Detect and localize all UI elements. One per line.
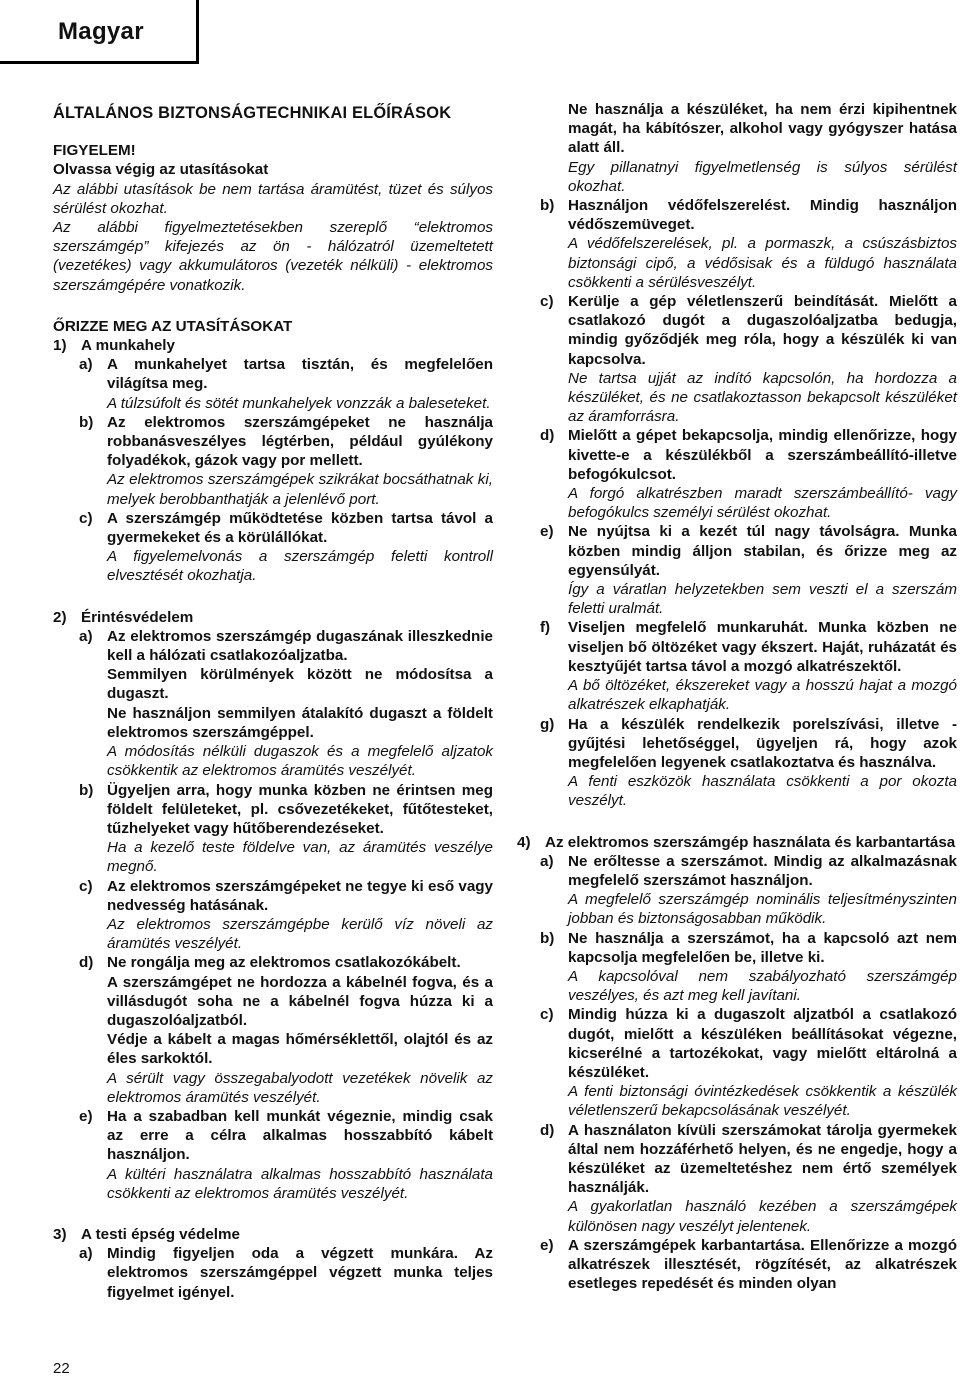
page-number: 22	[53, 1360, 70, 1377]
section-work-area: 1) A munkahely	[53, 337, 175, 355]
list-item: c) Az elektromos szerszámgépeket ne tegye ki eső vagy nedvesség hatásának. Az elektromos szerszámgépbe kerülő víz növeli az áramütés veszélyét.	[79, 877, 493, 953]
list-item: c) Kerülje a gép véletlenszerű beindítását. Mielőtt a csatlakozó dugót a dugaszolóaljzatba bedugja, mindig győződjék meg róla, hogy a készülék ki van kapcsolva. Ne tartsa ujját az indító kapcsolón, ha hordozza a készüléket, és ne csatlakoztasson bekapcsolt készüléket az áramforrásra.	[540, 293, 957, 426]
list-item: a) Ne erőltesse a szerszámot. Mindig az alkalmazásnak megfelelő szerszámot használjon. A megfelelő szerszámgép nominális teljesítményszinten jobban és biztonságosabban működik.	[540, 852, 957, 928]
section-title: ÁLTALÁNOS BIZTONSÁGTECHNIKAI ELŐÍRÁSOK	[53, 104, 452, 122]
list-item: d) Ne rongálja meg az elektromos csatlakozókábelt. A szerszámgépet ne hordozza a kábelnél fogva, és a villásdugót soha ne a kábelnél fogva húzza ki a dugaszolóaljzatból. Védje a kábelt a magas hőmérséklettől, olajtól és az éles sarkoktól. A sérült vagy összegabalyodott vezetékek növelik az elektromos áramütés veszélyét.	[79, 954, 493, 1106]
list-item: e) Ne nyújtsa ki a kezét túl nagy távolságra. Munka közben mindig álljon stabilan, és őrizze meg az egyensúlyát. Így a váratlan helyzetekben sem veszti el a szerszám feletti uralmát.	[540, 523, 957, 618]
intro-paragraph-2: Az alábbi figyelmeztetésekben szereplő “elektromos szerszámgép” kifejezés az ön - hálózatról üzemeltetett (vezetékes) vagy akkumulátoros (vezeték nélküli) - elektromos szerszámgépére vonatkozik.	[53, 219, 493, 294]
intro-paragraph: Az alábbi utasítások be nem tartása áramütést, tüzet és súlyos sérülést okozhat.	[53, 180, 493, 217]
language-label: Magyar	[58, 18, 144, 45]
keep-instructions-heading: ŐRIZZE MEG AZ UTASÍTÁSOKAT	[53, 317, 293, 335]
list-item: f) Viseljen megfelelő munkaruhát. Munka közben ne viseljen bő öltözéket vagy ékszert. Haját, ruházatát és kesztyűjét tartsa távol a mozgó alkatrészektől. A bő öltözéket, ékszereket vagy a hosszú hajat a mozgó alkatrészek elkaphatják.	[540, 619, 957, 714]
list-item: c) A szerszámgép működtetése közben tartsa távol a gyermekeket és a körülállókat. A figyelemelvonás a szerszámgép feletti kontroll elvesztését okozhatja.	[79, 509, 493, 585]
list-item: g) Ha a készülék rendelkezik porelszívási, illetve -gyűjtési lehetőséggel, ügyeljen rá, hogy azok megfelelően legyenek csatlakoztatva és használva. A fenti eszközök használata csökkenti a por okozta veszélyt.	[540, 715, 957, 810]
list-item: b) Az elektromos szerszámgépeket ne használja robbanásveszélyes légtérben, például gyúlékony folyadékok, gázok vagy por mellett. Az elektromos szerszámgépek szikrákat bocsáthatnak ki, melyek berobbanthatják a jelenlévő port.	[79, 413, 493, 508]
section-tool-use-and-care: 4) Az elektromos szerszámgép használata és karbantartása	[517, 833, 956, 851]
list-item: a) Mindig figyeljen oda a végzett munkára. Az elektromos szerszámgéppel végzett munka teljes figyelmet igényel.	[79, 1245, 493, 1301]
list-item: d) A használaton kívüli szerszámokat tárolja gyermekek által nem hozzáférhető helyen, és ne engedje, hogy a készüléket az üzemeltetéshez nem értő személyek használják. A gyakorlatlan használó kezében a szerszámgépek különösen nagy veszélyt jelentenek.	[540, 1121, 957, 1235]
list-item: a) Az elektromos szerszámgép dugaszának illeszkednie kell a hálózati csatlakozóaljzatba. Semmilyen körülmények között ne módosítsa a dugaszt. Ne használjon semmilyen átalakító dugaszt a földelt elektromos szerszámgéppel. A módosítás nélküli dugaszok és a megfelelő aljzatok csökkentik az elektromos áramütés veszélyét.	[79, 627, 493, 780]
list-item: d) Mielőtt a gépet bekapcsolja, mindig ellenőrizze, hogy kivette-e a készülékből a szerszámbeállító-illetve befogókulcsot. A forgó alkatrészben maradt szerszámbeállító- vagy befogókulcs személyi sérülést okozhat.	[540, 427, 957, 522]
language-tab	[0, 0, 199, 64]
list-item: b) Használjon védőfelszerelést. Mindig használjon védőszemüveget. A védőfelszerelések, pl. a pormaszk, a csúszásbiztos biztonsági cipő, a védősisak és a füldugó használata csökkenti a sérülésveszélyt.	[540, 197, 957, 291]
list-item: c) Mindig húzza ki a dugaszolt aljzatból a csatlakozó dugót, mielőtt a készüléken beállításokat végezne, kicserélné a tartozékokat, vagy mielőtt eltárolná a készüléket. A fenti biztonsági óvintézkedések csökkentik a készülék véletlenszerű bekapcsolásának veszélyét.	[540, 1006, 957, 1120]
right-column	[517, 100, 957, 1293]
list-item: b) Ne használja a szerszámot, ha a kapcsoló azt nem kapcsolja megfelelően be, illetve ki. A kapcsolóval nem szabályozható szerszámgép veszélyes, és azt meg kell javítani.	[540, 929, 957, 1005]
list-item-continued: Ne használja a készüléket, ha nem érzi kipihentnek magát, ha kábítószer, alkohol vagy gyógyszer hatása alatt áll. Egy pillanatnyi figyelmetlenség is súlyos sérülést okozhat.	[568, 101, 957, 195]
read-all-instructions: Olvassa végig az utasításokat	[53, 161, 269, 179]
section-personal-safety: 3) A testi épség védelme	[53, 1225, 240, 1243]
warning-label: FIGYELEM!	[53, 142, 136, 160]
list-item: a) A munkahelyet tartsa tisztán, és megfelelően világítsa meg. A túlzsúfolt és sötét munkahelyek vonzzák a baleseteket.	[79, 356, 493, 412]
list-item: e) Ha a szabadban kell munkát végeznie, mindig csak az erre a célra alkalmas hosszabbító kábelt használjon. A kültéri használatra alkalmas hosszabbító használata csökkenti az elektromos áramütés veszélyét.	[79, 1107, 493, 1202]
left-column	[53, 100, 493, 1302]
section-electrical-safety: 2) Érintésvédelem	[53, 608, 194, 626]
list-item: e) A szerszámgépek karbantartása. Ellenőrizze a mozgó alkatrészek illesztését, rögzítését, az alkatrészek esetleges repedését és minden olyan	[540, 1236, 957, 1293]
list-item: b) Ügyeljen arra, hogy munka közben ne érintsen meg földelt felületeket, pl. csővezetékeket, fűtőtesteket, tűzhelyeket vagy hűtőberendezéseket. Ha a kezelő teste földelve van, az áramütés veszélye megnő.	[79, 781, 493, 876]
